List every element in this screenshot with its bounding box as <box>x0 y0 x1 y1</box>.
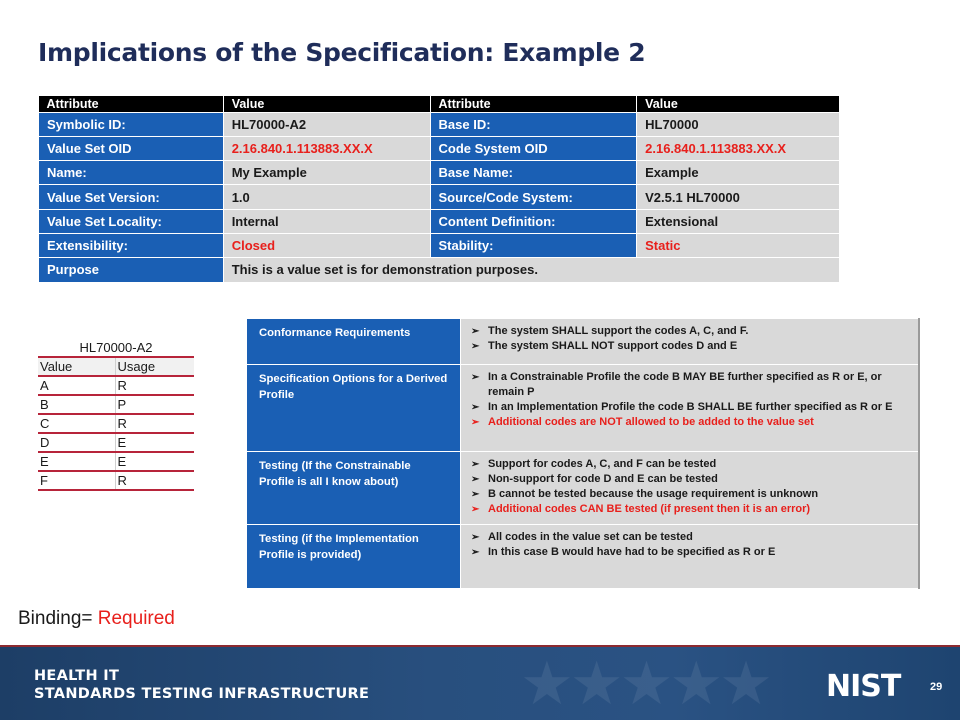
list-item: ➢ Support for codes A, C, and F can be tested <box>471 458 717 470</box>
footer-organization <box>34 667 369 703</box>
arrow-bullet-icon: ➢ <box>471 417 480 428</box>
table-row <box>39 209 840 233</box>
arrow-bullet-icon: ➢ <box>471 459 480 470</box>
list-item: ➢ In a Constrainable Profile the code B MAY BE further specified as R or E, or remain P <box>471 371 882 398</box>
attribute-value: Example <box>637 161 840 185</box>
code-usage: E <box>115 433 194 452</box>
code-usage: P <box>115 395 194 414</box>
table-row <box>39 112 840 136</box>
code-value: F <box>38 471 115 490</box>
attribute-value: My Example <box>223 161 430 185</box>
table-row <box>247 319 920 365</box>
arrow-bullet-icon: ➢ <box>471 547 480 558</box>
attribute-label: Source/Code System: <box>430 185 637 209</box>
table-row <box>247 452 920 525</box>
table-row <box>39 185 840 209</box>
table-row <box>247 525 920 589</box>
code-value: B <box>38 395 115 414</box>
table-row <box>38 414 194 433</box>
attribute-label: Extensibility: <box>39 233 224 257</box>
nist-logo: NIST <box>826 669 901 704</box>
attribute-label: Content Definition: <box>430 209 637 233</box>
list-item: ➢ All codes in the value set can be tested <box>471 531 693 543</box>
header-value-2: Value <box>637 96 840 112</box>
arrow-bullet-icon: ➢ <box>471 341 480 352</box>
table-header-row <box>39 96 840 112</box>
table-row <box>38 395 194 414</box>
binding-value: Required <box>97 608 175 629</box>
footer-org-line-1: HEALTH IT <box>34 668 120 684</box>
conformance-label: Conformance Requirements <box>247 319 461 365</box>
attribute-label: Value Set Version: <box>39 185 224 209</box>
list-item: ➢ Additional codes are NOT allowed to be added to the value set <box>471 416 814 428</box>
attribute-label: Code System OID <box>430 136 637 160</box>
attribute-label: Base ID: <box>430 112 637 136</box>
arrow-bullet-icon: ➢ <box>471 474 480 485</box>
table-row <box>38 452 194 471</box>
table-row <box>38 471 194 490</box>
code-value: A <box>38 376 115 395</box>
conformance-label: Testing (If the Constrainable Profile is all I know about) <box>247 452 461 525</box>
binding-label: Binding= <box>18 608 93 629</box>
conformance-label: Specification Options for a Derived Profile <box>247 365 461 452</box>
value-set-attribute-table <box>38 96 840 283</box>
conformance-body <box>461 365 920 452</box>
header-attribute-1: Attribute <box>39 96 224 112</box>
attribute-label: Value Set OID <box>39 136 224 160</box>
page-number: 29 <box>930 681 943 693</box>
attribute-value: Internal <box>223 209 430 233</box>
code-table-header-value: Value <box>38 357 115 376</box>
list-item: ➢ B cannot be tested because the usage requirement is unknown <box>471 488 819 500</box>
code-usage: R <box>115 471 194 490</box>
arrow-bullet-icon: ➢ <box>471 402 480 413</box>
code-table-caption: HL70000-A2 <box>38 338 194 357</box>
list-item: ➢ Additional codes CAN BE tested (if present then it is an error) <box>471 503 811 515</box>
arrow-bullet-icon: ➢ <box>471 504 480 515</box>
attribute-value: Static <box>637 233 840 257</box>
arrow-bullet-icon: ➢ <box>471 372 480 383</box>
arrow-bullet-icon: ➢ <box>471 532 480 543</box>
code-value: E <box>38 452 115 471</box>
table-row <box>38 433 194 452</box>
star-decoration-icon: ★★★★★ <box>520 650 769 717</box>
conformance-table <box>246 318 920 589</box>
attribute-value: 1.0 <box>223 185 430 209</box>
arrow-bullet-icon: ➢ <box>471 489 480 500</box>
code-usage-table <box>38 338 194 491</box>
table-row <box>39 161 840 185</box>
attribute-label: Value Set Locality: <box>39 209 224 233</box>
header-value-1: Value <box>223 96 430 112</box>
attribute-value: V2.5.1 HL70000 <box>637 185 840 209</box>
table-row <box>247 365 920 452</box>
attribute-value: Extensional <box>637 209 840 233</box>
attribute-value: 2.16.840.1.113883.XX.X <box>637 136 840 160</box>
table-row <box>39 136 840 160</box>
attribute-label: Symbolic ID: <box>39 112 224 136</box>
purpose-value: This is a value set is for demonstration purposes. <box>223 258 839 282</box>
attribute-value: Closed <box>223 233 430 257</box>
arrow-bullet-icon: ➢ <box>471 326 480 337</box>
list-item: ➢ The system SHALL support the codes A, C, and F. <box>471 325 749 337</box>
attribute-value: HL70000 <box>637 112 840 136</box>
header-attribute-2: Attribute <box>430 96 637 112</box>
code-value: C <box>38 414 115 433</box>
table-row <box>38 376 194 395</box>
list-item: ➢ In an Implementation Profile the code B SHALL BE further specified as R or E <box>471 401 893 413</box>
code-usage: R <box>115 414 194 433</box>
attribute-label: Base Name: <box>430 161 637 185</box>
page-title: Implications of the Specification: Example 2 <box>38 38 646 67</box>
conformance-body <box>461 319 920 365</box>
table-row-purpose <box>39 258 840 282</box>
list-item: ➢ In this case B would have had to be specified as R or E <box>471 546 776 558</box>
conformance-label: Testing (if the Implementation Profile is provided) <box>247 525 461 589</box>
binding-statement <box>18 608 175 630</box>
footer-org-line-2: STANDARDS TESTING INFRASTRUCTURE <box>34 686 370 702</box>
purpose-label: Purpose <box>39 258 224 282</box>
code-usage: R <box>115 376 194 395</box>
attribute-value: HL70000-A2 <box>223 112 430 136</box>
attribute-value: 2.16.840.1.113883.XX.X <box>223 136 430 160</box>
conformance-body <box>461 525 920 589</box>
list-item: ➢ The system SHALL NOT support codes D and E <box>471 340 738 352</box>
table-row <box>39 233 840 257</box>
attribute-label: Stability: <box>430 233 637 257</box>
footer-banner <box>0 647 960 720</box>
code-table-header-usage: Usage <box>115 357 194 376</box>
code-value: D <box>38 433 115 452</box>
code-table-header-row <box>38 357 194 376</box>
list-item: ➢ Non-support for code D and E can be tested <box>471 473 718 485</box>
code-usage: E <box>115 452 194 471</box>
attribute-label: Name: <box>39 161 224 185</box>
conformance-body <box>461 452 920 525</box>
